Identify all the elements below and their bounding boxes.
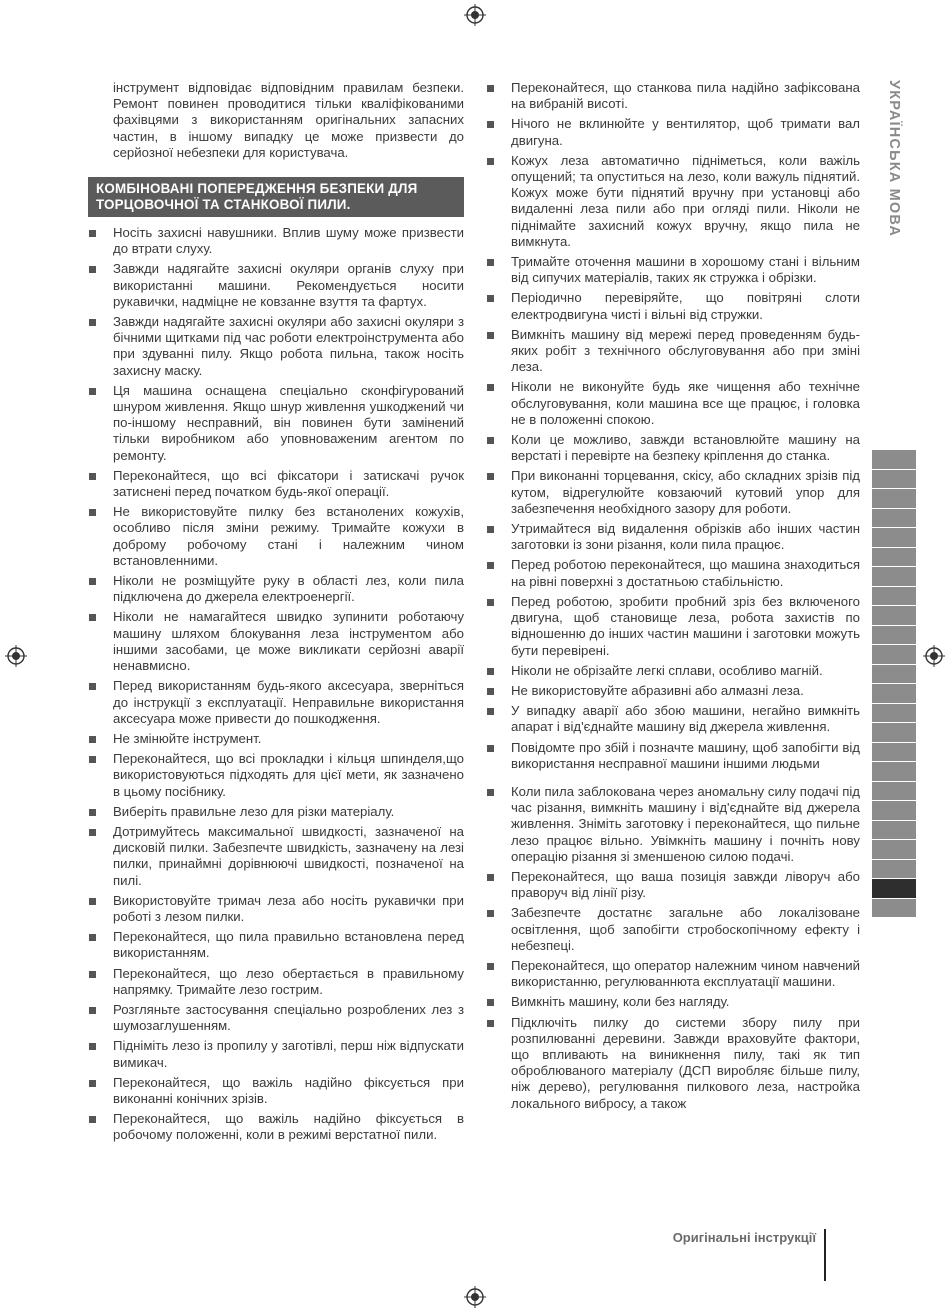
list-item	[88, 1038, 464, 1070]
list-item	[88, 468, 464, 500]
list-item	[88, 261, 464, 310]
list-item-text: Не використовуйте абразивні або алмазні леза.	[511, 682, 804, 698]
list-item-text: Переконайтеся, що всі прокладки і кільця шпинделя,що використовуються підходять для цієї мети, як зазначено в цьому посібнику.	[113, 751, 464, 799]
bullet-square-icon	[487, 332, 494, 339]
list-item-text: Переконайтеся, що всі фіксатори і затискачі ручок затиснені перед початком будь-якої операції.	[113, 467, 464, 500]
bullet-square-icon	[89, 614, 96, 621]
list-item-text: Переконайтеся, що важіль надійно фіксується при виконанні конічних зрізів.	[113, 1074, 464, 1106]
bullet-square-icon	[89, 829, 96, 836]
list-item-text: Ніколи не розміщуйте руку в області лез, коли пила підключена до джерела електроенергії.	[113, 573, 464, 605]
left-column	[88, 80, 464, 1148]
bullet-square-icon	[89, 736, 96, 743]
bullet-square-icon	[89, 1007, 96, 1014]
list-item-text: Вимкніть машину від мережі перед проведенням будь-яких робіт з технічного обслуговування або при зміні леза.	[511, 326, 860, 375]
list-item	[486, 80, 860, 112]
thumb-tab	[872, 587, 916, 607]
bullet-square-icon	[487, 1020, 494, 1027]
bullet-square-icon	[487, 85, 494, 92]
thumb-tab	[872, 528, 916, 548]
list-item-text: Ніколи не обрізайте легкі сплави, особливо магній.	[511, 662, 823, 678]
list-item-text: Переконайтеся, що оператор належним чином навчений використанню, регулюваннюта експлуатації машини.	[511, 957, 860, 990]
thumb-tab	[872, 801, 916, 821]
thumb-tab-active	[872, 879, 916, 899]
list-item-text: Коли пила заблокована через аномальну силу подачі під час різання, вимкніть машину і від'єднайте від джерела живлення. Зніміть заготовку і переконайтеся, що пильне лезо працює вільно. Увімкніть машину і почніть нову операцію різання зі зменшеною силою подачі.	[511, 783, 860, 864]
bullet-square-icon	[89, 809, 96, 816]
thumb-tab	[872, 704, 916, 724]
list-item-text: Підніміть лезо із пропилу у заготівлі, перш ніж відпускати вимикач.	[113, 1038, 464, 1070]
bullet-square-icon	[487, 874, 494, 881]
footer-text: Оригінальні інструкції	[672, 1230, 816, 1245]
list-item-text: Перед використанням будь-якого аксесуара, зверніться до інструкції з експлуатації. Неправильне використання аксесуара може привести до пошкодження.	[113, 678, 464, 726]
list-item	[88, 573, 464, 605]
thumb-tab	[872, 860, 916, 880]
list-item	[486, 958, 860, 990]
bullet-square-icon	[487, 999, 494, 1006]
bullet-square-icon	[89, 230, 96, 237]
bullet-square-icon	[487, 562, 494, 569]
right-bullet-list	[486, 80, 860, 1112]
thumb-tab	[872, 743, 916, 763]
list-item-text: При виконанні торцевання, скісу, або складних зрізів під кутом, відрегулюйте ковзаючий кутовий упор для забезпечення необхідного зазору для роботи.	[511, 468, 860, 516]
list-item-text: Перед роботою, зробити пробний зріз без включеного двигуна, щоб становище леза, робота захистів по відношенню до інших частин машини і заготовки можуть бути перевірені.	[511, 593, 860, 658]
list-item	[88, 751, 464, 800]
list-item-text: Вимкніть машину, коли без нагляду.	[511, 994, 730, 1010]
thumb-tab	[872, 840, 916, 860]
thumb-tab	[872, 665, 916, 685]
bullet-square-icon	[89, 319, 96, 326]
bullet-square-icon	[487, 789, 494, 796]
thumb-tab	[872, 645, 916, 665]
list-item-text: Не використовуйте пилку без встанолених кожухів, особливо після зміни режиму. Тримайте кожухи в доброму робочому стані і належним чином встановленними.	[113, 504, 464, 568]
list-item	[486, 468, 860, 517]
thumb-tab	[872, 899, 916, 919]
bullet-square-icon	[89, 683, 96, 690]
bullet-square-icon	[487, 599, 494, 606]
bullet-square-icon	[487, 384, 494, 391]
list-item	[486, 116, 860, 148]
bullet-square-icon	[487, 437, 494, 444]
bullet-square-icon	[487, 745, 494, 752]
list-item	[486, 379, 860, 428]
list-item-text: Перед роботою переконайтеся, що машина знаходиться на рівні поверхні з достатньою стабільністю.	[511, 557, 860, 589]
list-item-text: Ця машина оснащена спеціально сконфігурований шнуром живлення. Якщо шнур живлення ушкоджений чи по-іншому несправний, він повинен бути замінений тільки виробником або уповноваженим агентом по ремонту.	[113, 382, 464, 463]
bullet-square-icon	[89, 509, 96, 516]
list-item	[486, 290, 860, 322]
list-item	[486, 784, 860, 865]
list-item	[486, 254, 860, 286]
list-item-text: Кожух леза автоматично підніметься, коли важіль опущений; та опуститься на лезо, коли важуль піднятий. Кожух може бути піднятий вручну при установці або видаленні леза пили або при огляді пили. Ніколи не піднімайте захисний кожух вручну, якщо пила не вимкнута.	[511, 152, 860, 249]
registration-mark-bottom	[464, 1286, 486, 1308]
thumb-tab	[872, 762, 916, 782]
list-item	[88, 314, 464, 379]
list-item-text: Ніколи не намагайтеся швидко зупинити роботаючу машину шляхом блокування леза інструментом або іншими засобами, це може викликати серйозні аварії ненавмисно.	[113, 609, 464, 674]
bullet-square-icon	[487, 963, 494, 970]
registration-mark-right	[923, 645, 945, 667]
thumb-tab	[872, 723, 916, 743]
list-item-text: У випадку аварії або збою машини, негайно вимкніть апарат і від'єднайте машину від джерела живлення.	[511, 703, 860, 735]
list-item	[486, 703, 860, 735]
thumb-tab	[872, 450, 916, 470]
footer-divider	[824, 1229, 826, 1281]
bullet-square-icon	[487, 295, 494, 302]
thumb-tab	[872, 782, 916, 802]
list-item-text: Використовуйте тримач леза або носіть рукавички при роботі з лезом пилки.	[113, 892, 464, 924]
list-item-text: Завжди надягайте захисні окуляри або захисні окуляри з бічними щитками під час роботи електроінструмента або при здуванні пилу. Якщо робота пильна, також носіть захисну маску.	[113, 314, 464, 378]
bullet-square-icon	[89, 1116, 96, 1123]
bullet-square-icon	[487, 668, 494, 675]
list-item-text: Носіть захисні навушники. Вплив шуму може призвести до втрати слуху.	[113, 225, 464, 257]
list-item	[88, 804, 464, 820]
bullet-square-icon	[487, 121, 494, 128]
list-item	[88, 929, 464, 961]
thumb-index-tabs	[872, 450, 916, 918]
list-item-text: Переконайтеся, що лезо обертається в правильному напрямку. Тримайте лезо гострим.	[113, 965, 464, 997]
registration-mark-left	[5, 645, 27, 667]
list-item	[486, 521, 860, 553]
list-item-text: Переконайтеся, що пила правильно встановлена перед використанням.	[113, 929, 464, 961]
list-item-text: Дотримуйтесь максимальної швидкості, зазначеної на дисковій пилки. Забезпечте швидкість, зазначену на лезі пилки, принаймні дорівнюючі швидкості, позначеної на пилі.	[113, 823, 464, 888]
thumb-tab	[872, 567, 916, 587]
list-item	[88, 731, 464, 747]
thumb-tab	[872, 489, 916, 509]
list-item	[88, 966, 464, 998]
list-item-text: Періодично перевіряйте, що повітряні слоти електродвигуна чисті і вільні від стружки.	[511, 290, 860, 322]
bullet-square-icon	[89, 473, 96, 480]
list-item	[88, 504, 464, 569]
list-item-text: Переконайтеся, що важіль надійно фіксується в робочому положенні, коли в режимі верстатної пили.	[113, 1111, 464, 1143]
list-item-text: Забезпечте достатнє загальне або локалізоване освітлення, щоб запобігти стробоскопічному ефекту і небезпеці.	[511, 905, 860, 953]
list-item	[88, 609, 464, 674]
bullet-square-icon	[89, 388, 96, 395]
thumb-tab	[872, 509, 916, 529]
bullet-square-icon	[89, 971, 96, 978]
list-item	[88, 824, 464, 889]
list-item	[88, 678, 464, 727]
intro-paragraph: інструмент відповідає відповідним правилам безпеки. Ремонт повинен проводитися тільки кваліфікованими фахівцями з використанням оригінальних запасних частин, в іншому випадку це може призвести до серйозної небезпеки для користувача.	[113, 80, 464, 160]
bullet-square-icon	[487, 158, 494, 165]
list-item-text: Виберіть правильне лезо для різки матеріалу.	[113, 803, 395, 819]
thumb-tab	[872, 626, 916, 646]
bullet-square-icon	[89, 1080, 96, 1087]
list-item	[486, 432, 860, 464]
language-side-tab	[872, 80, 916, 256]
bullet-square-icon	[487, 910, 494, 917]
thumb-tab	[872, 684, 916, 704]
list-item-text: Підключіть пилку до системи збору пилу при розпилюванні деревини. Завжди враховуйте фактори, що впливають на виникнення пилу, такі як тип оброблюваного матеріалу (ДСП виробляє більше пилу, ніж дерево), регулювання пилкового леза, настройка локального вибросу, а також	[511, 1014, 860, 1111]
bullet-square-icon	[487, 708, 494, 715]
section-heading: КОМБІНОВАНІ ПОПЕРЕДЖЕННЯ БЕЗПЕКИ ДЛЯ ТОРЦОВОЧНОЇ ТА СТАНКОВОЇ ПИЛИ.	[88, 177, 464, 217]
list-item-text: Ніколи не виконуйте будь яке чищення або технічне обслуговування, коли машина все ще працює, і головка не в положенні спокою.	[511, 379, 860, 427]
bullet-square-icon	[89, 1043, 96, 1050]
list-item	[486, 327, 860, 376]
list-item-text: Переконайтеся, що станкова пила надійно зафіксована на вибраній висоті.	[511, 80, 860, 112]
list-item-text: Розгляньте застосування спеціально розроблених лез з шумозаглушенням.	[113, 1001, 464, 1034]
list-item-text: Утримайтеся від видалення обрізків або інших частин заготовки із зони різання, коли пила працює.	[511, 521, 860, 553]
list-item	[88, 1111, 464, 1143]
list-item	[88, 1075, 464, 1107]
list-item	[486, 740, 860, 772]
list-item	[88, 1002, 464, 1034]
list-item-text: Завжди надягайте захисні окуляри органів слуху при використанні машини. Рекомендується носити рукавички, надміцне не ковзанне взуття та фартух.	[113, 261, 464, 309]
list-item	[486, 1015, 860, 1112]
list-item-text: Повідомте про збій і позначте машину, щоб запобігти від використання несправної машини іншими людьми	[511, 739, 860, 771]
bullet-square-icon	[89, 578, 96, 585]
list-item	[88, 225, 464, 257]
registration-mark-top	[464, 4, 486, 26]
thumb-tab	[872, 548, 916, 568]
list-item	[486, 153, 860, 250]
thumb-tab	[872, 470, 916, 490]
thumb-tab	[872, 606, 916, 626]
list-item-text: Нічого не вклинюйте у вентилятор, щоб тримати вал двигуна.	[511, 116, 860, 148]
list-item-text: Не змінюйте інструмент.	[113, 730, 262, 746]
thumb-tab	[872, 821, 916, 841]
list-item	[486, 994, 860, 1010]
right-column	[486, 80, 860, 1116]
list-item	[486, 557, 860, 589]
bullet-square-icon	[487, 526, 494, 533]
bullet-square-icon	[89, 934, 96, 941]
left-bullet-list	[88, 225, 464, 1144]
list-item	[486, 683, 860, 699]
list-item	[486, 905, 860, 954]
list-item	[486, 663, 860, 679]
list-item	[88, 893, 464, 925]
list-item	[88, 383, 464, 464]
bullet-square-icon	[89, 266, 96, 273]
list-item	[486, 869, 860, 901]
bullet-square-icon	[487, 473, 494, 480]
language-tab-label: УКРАЇНСЬКА МОВА	[886, 80, 902, 238]
bullet-square-icon	[89, 756, 96, 763]
list-item-text: Коли це можливо, завжди встановлюйте машину на верстаті і перевірте на безпеку кріплення до станка.	[511, 432, 860, 464]
list-item-text: Переконайтеся, що ваша позиція завжди ліворуч або праворуч від лінії різу.	[511, 868, 860, 901]
list-item	[486, 594, 860, 659]
bullet-square-icon	[487, 259, 494, 266]
bullet-square-icon	[487, 688, 494, 695]
bullet-square-icon	[89, 898, 96, 905]
list-item-text: Тримайте оточення машини в хорошому стані і вільним від сипучих матеріалів, таких як стружка і обрізки.	[511, 254, 860, 286]
